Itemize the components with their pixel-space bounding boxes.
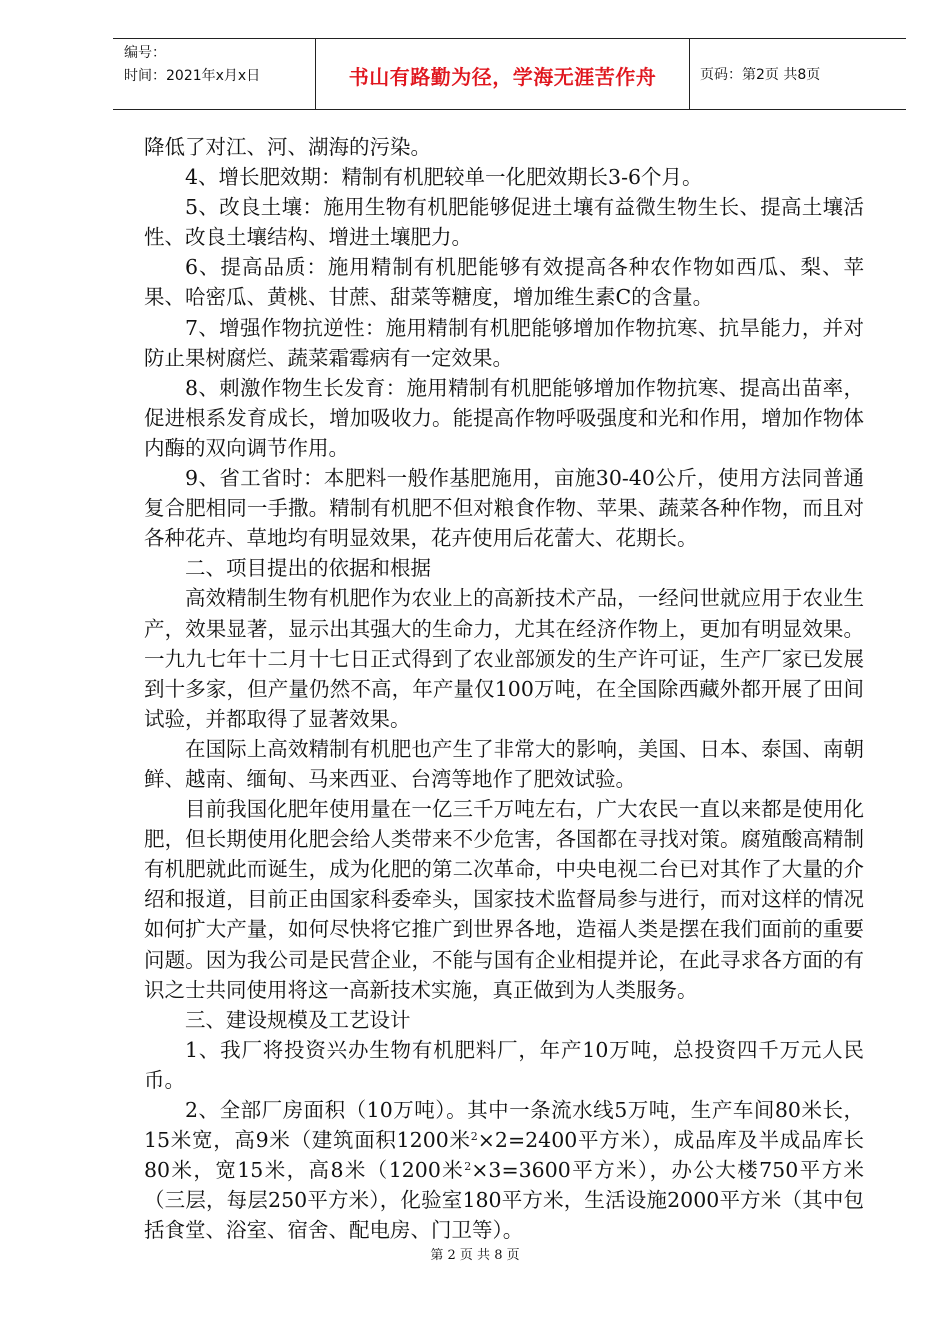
paragraph: 目前我国化肥年使用量在一亿三千万吨左右，广大农民一直以来都是使用化肥，但长期使用化肥会给人类带来不少危害，各国都在寻找对策。腐殖酸高精制有机肥就此而诞生，成为化肥的第二次革命，中央电视二台已对其作了大量的介绍和报道，目前正由国家科委牵头，国家技术监督局参与进行，而对这样的情况如何扩大产量，如何尽快将它推广到世界各地，造福人类是摆在我们面前的重要问题。因为我公司是民营企业，不能与国有企业相提并论，在此寻求各方面的有识之士共同使用将这一高新技术实施，真正做到为人类服务。 [144, 797, 864, 1002]
superscript: 2 [470, 1130, 478, 1144]
paragraph: 高效精制生物有机肥作为农业上的高新技术产品，一经问世就应用于农业生产，效果显著，显示出其强大的生命力，尤其在经济作物上，更加有明显效果。一九九七年十二月十七日正式得到了农业部颁发的生产许可证，生产厂家已发展到十多家，但产量仍然不高，年产量仅100万吨，在全国除西藏外都开展了田间试验，并都取得了显著效果。 [144, 586, 864, 731]
paragraph: 降低了对江、河、湖海的污染。 [144, 135, 431, 159]
paragraph: 在国际上高效精制有机肥也产生了非常大的影响，美国、日本、泰国、南朝鲜、越南、缅甸、马来西亚、台湾等地作了肥效试验。 [144, 736, 864, 791]
header-meta-cell [113, 39, 316, 109]
paragraph: 9、省工省时：本肥料一般作基肥施用，亩施30-40公斤，使用方法同普通复合肥相同一手撒。精制有机肥不但对粮食作物、苹果、蔬菜各种作物，而且对各种花卉、草地均有明显效果，花卉使用后花蕾大、花期长。 [144, 466, 864, 551]
document-time-label: 时间：2021年x月x日 [124, 68, 261, 84]
text-run: ×3=3600平方米），办公大楼750平方米（三层，每层250平方米），化验室180平方米，生活设施2000平方米（其中包括食堂、浴室、宿舍、配电房、门卫等）。 [144, 1158, 864, 1243]
text-run: ×2=2400平方米），成品库及半成品库长80米，宽15米，高8米（1200米 [144, 1128, 864, 1183]
header-table [113, 38, 906, 110]
header-page-number: 页码：第2页 共8页 [700, 67, 821, 83]
section-heading: 二、项目提出的依据和根据 [185, 556, 431, 581]
text-run: 2、全部厂房面积（10万吨）。其中一条流水线5万吨，生产车间80米长，15米宽，高9米（建筑面积1200米 [144, 1098, 864, 1153]
superscript: 2 [464, 1160, 472, 1174]
paragraph: 4、增长肥效期：精制有机肥较单一化肥效期长3-6个月。 [185, 165, 703, 190]
paragraph: 8、刺激作物生长发育：施用精制有机肥能够增加作物抗寒、提高出苗率，促进根系发育成长，增加吸收力。能提高作物呼吸强度和光和作用，增加作物体内酶的双向调节作用。 [144, 375, 864, 460]
section-heading: 三、建设规模及工艺设计 [185, 1007, 411, 1032]
paragraph-with-superscripts [144, 1095, 864, 1245]
document-number-label: 编号： [124, 45, 166, 61]
header-motto-cell [316, 39, 690, 109]
paragraph: 1、我厂将投资兴办生物有机肥料厂，年产10万吨，总投资四千万元人民币。 [144, 1037, 864, 1092]
document-body [144, 132, 864, 1245]
paragraph: 6、提高品质：施用精制有机肥能够有效提高各种农作物如西瓜、梨、苹果、哈密瓜、黄桃、甘蔗、甜菜等糖度，增加维生素C的含量。 [144, 255, 864, 310]
header-motto: 书山有路勤为径，学海无涯苦作舟 [348, 65, 657, 89]
paragraph: 7、增强作物抗逆性：施用精制有机肥能够增加作物抗寒、抗旱能力，并对防止果树腐烂、蔬菜霜霉病有一定效果。 [144, 315, 864, 370]
page-footer: 第 2 页 共 8 页 [430, 1248, 520, 1263]
header-page-cell [690, 39, 906, 109]
paragraph: 5、改良土壤：施用生物有机肥能够促进土壤有益微生物生长、提高土壤活性、改良土壤结构、增进土壤肥力。 [144, 195, 864, 250]
